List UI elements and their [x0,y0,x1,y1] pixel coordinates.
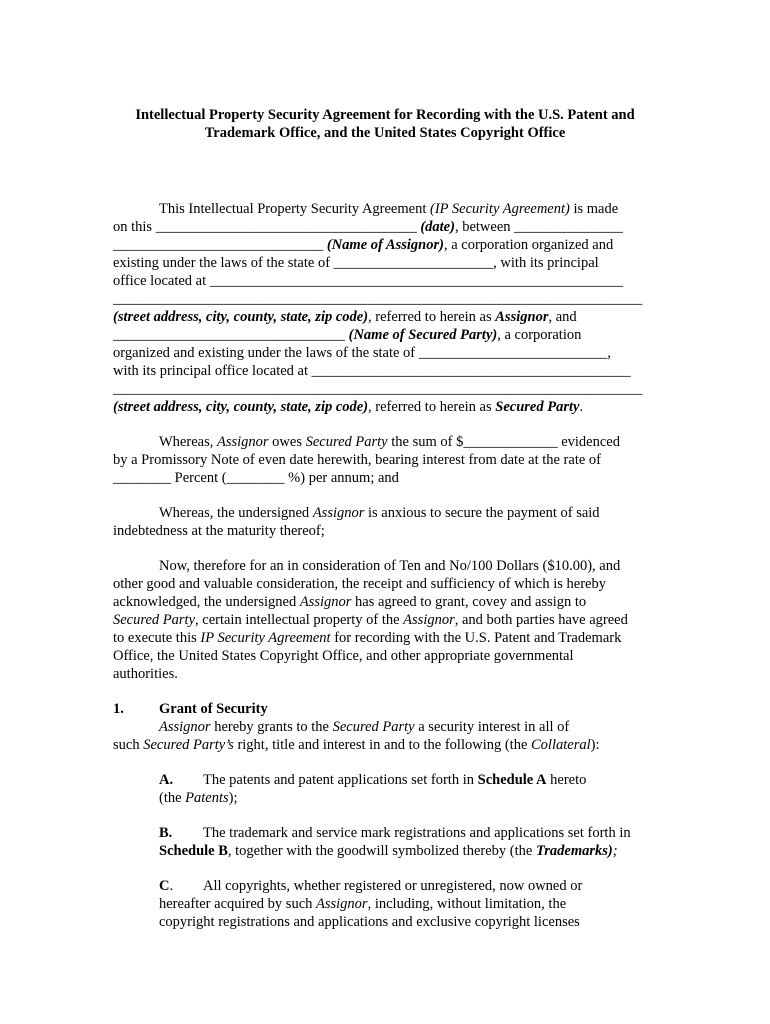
text-run: Assignor [299,594,352,610]
spacer [113,416,658,433]
document-body [113,200,658,931]
title-line-1: Intellectual Property Security Agreement for Recording with the U.S. Patent and [135,107,635,123]
now-line-2: other good and valuable consideration, the receipt and sufficiency of which is hereby [113,576,606,592]
text-run: Assignor [403,612,455,628]
text-run: Schedule A [477,772,547,788]
now-line-6: Office, the United States Copyright Office, and other appropriate governmental [113,648,574,664]
now-line-4 [113,611,658,629]
spacer [113,683,658,700]
collateral-item-c [113,877,658,931]
text-run: (street address, city, county, state, zip code) [113,399,369,415]
whereas1-line-3: ________ Percent (________ %) per annum; and [113,470,399,486]
section-heading: Grant of Security [159,701,268,717]
section-1-heading [113,700,658,718]
now-line-1: Now, therefore for an in consideration of Ten and No/100 Dollars ($10.00), and [159,558,621,574]
spacer [113,754,658,771]
text-run: Assignor [312,505,365,521]
text-run: Patents [185,790,229,806]
text-run: Secured Party [113,612,196,628]
spacer [113,540,658,557]
item-a-line-1 [159,771,658,789]
text-run: Schedule B [159,843,228,859]
now-line-5 [113,629,658,647]
intro-line-10: with its principal office located at ____________________________________________ [113,363,631,379]
text-run: is made [569,201,619,217]
intro-line-7 [113,308,658,326]
item-c-line-3: copyright registrations and applications and exclusive copyright licenses [159,914,580,930]
text-run: Secured Party [495,399,580,415]
text-run: All copyrights, whether registered or unregistered, now owned or [203,878,583,894]
whereas-paragraph-2 [113,504,658,540]
item-c-line-2 [159,895,658,913]
text-run: (street address, city, county, state, zip code) [113,309,369,325]
text-run: (date) [420,219,455,235]
text-run: Assignor [159,719,211,735]
text-run: C [159,878,170,894]
section-1 [113,700,658,754]
intro-line-11: _________________________________________________________________________ [113,381,643,397]
text-run: The trademark and service mark registrations and applications set forth in [203,825,631,841]
text-run: hereafter acquired by such [159,896,317,912]
whereas2-line-1 [113,504,658,522]
text-run: Trademarks) [535,843,613,859]
intro-line-8 [113,326,658,344]
text-run: (Name of Secured Party) [348,327,498,343]
text-run: Whereas, [159,434,217,450]
text-run: (the [159,790,186,806]
intro-line-3 [113,236,658,254]
now-therefore-paragraph [113,557,658,683]
intro-line-6: _________________________________________________________________________ [113,291,643,307]
item-a-line-2 [159,789,658,807]
item-letter: B. [159,825,173,841]
whereas1-line-2: by a Promissory Note of even date herewith, bearing interest from date at the rate of [113,452,601,468]
text-run: Secured Party [332,719,415,735]
text-run: , certain intellectual property of the [195,612,404,628]
text-run: The patents and patent applications set forth in [203,772,478,788]
text-run: Assignor [316,896,368,912]
spacer [113,860,658,877]
text-run: for recording with the U.S. Patent and Trademark [330,630,622,646]
intro-line-5: office located at _________________________________________________________ [113,273,623,289]
text-run: hereto [546,772,587,788]
text-run: ; [612,843,618,859]
text-run: such [113,737,144,753]
intro-paragraph [113,200,658,416]
intro-line-4: existing under the laws of the state of ______________________, with its principal [113,255,599,271]
intro-line-1 [113,200,658,218]
section1-line-1 [113,718,658,736]
text-run: , between _______________ [454,219,623,235]
whereas2-line-2: indebtedness at the maturity thereof; [113,523,325,539]
text-run: a security interest in all of [414,719,570,735]
text-run: right, title and interest in and to the following (the [233,737,532,753]
text-run: ________________________________ [113,327,349,343]
text-run: has agreed to grant, covey and assign to [351,594,587,610]
text-run: is anxious to secure the payment of said [364,505,600,521]
text-run: to execute this [113,630,201,646]
text-run: owes [268,434,306,450]
section1-line-2 [113,736,658,754]
text-run: Whereas, the undersigned [159,505,313,521]
text-run: This Intellectual Property Security Agreement [159,201,430,217]
whereas1-line-1 [113,433,658,451]
section-number: 1. [113,701,124,717]
item-c-line-1 [159,877,658,895]
text-run: IP Security Agreement [200,630,331,646]
intro-line-12 [113,398,658,416]
whereas-paragraph-1 [113,433,658,487]
text-run: , a corporation organized and [443,237,614,253]
collateral-item-a [113,771,658,807]
title-line-2: Trademark Office, and the United States Copyright Office [204,125,566,141]
text-run: ): [590,737,600,753]
text-run: ); [228,790,238,806]
text-run: , together with the goodwill symbolized thereby (the [227,843,536,859]
text-run: , a corporation [497,327,582,343]
now-line-7: authorities. [113,666,178,682]
text-run: Secured Party [305,434,388,450]
item-letter [159,877,203,895]
spacer [113,807,658,824]
text-run: on this ____________________________________ [113,219,421,235]
text-run: Secured Party’s [143,737,234,753]
text-run: , and both parties have agreed [454,612,628,628]
text-run: Collateral [531,737,591,753]
text-run: , referred to herein as [368,309,496,325]
text-run: the sum of $_____________ evidenced [387,434,620,450]
text-run: , including, without limitation, the [367,896,567,912]
text-run: Assignor [216,434,269,450]
text-run: hereby grants to the [210,719,333,735]
text-run: . [579,399,584,415]
document-title [100,106,670,142]
text-run: . [169,878,174,894]
text-run: _____________________________ [113,237,327,253]
text-run: , and [548,309,577,325]
text-run: acknowledged, the undersigned [113,594,300,610]
item-letter: A. [159,772,174,788]
text-run: (IP Security Agreement) [430,201,570,217]
intro-line-9: organized and existing under the laws of the state of __________________________, [113,345,611,361]
text-run: (Name of Assignor) [326,237,444,253]
item-b-line-1 [159,824,658,842]
item-b-line-2 [159,842,658,860]
collateral-item-b [113,824,658,860]
text-run: , referred to herein as [368,399,496,415]
text-run: Assignor [495,309,549,325]
spacer [113,487,658,504]
now-line-3 [113,593,658,611]
intro-line-2 [113,218,658,236]
